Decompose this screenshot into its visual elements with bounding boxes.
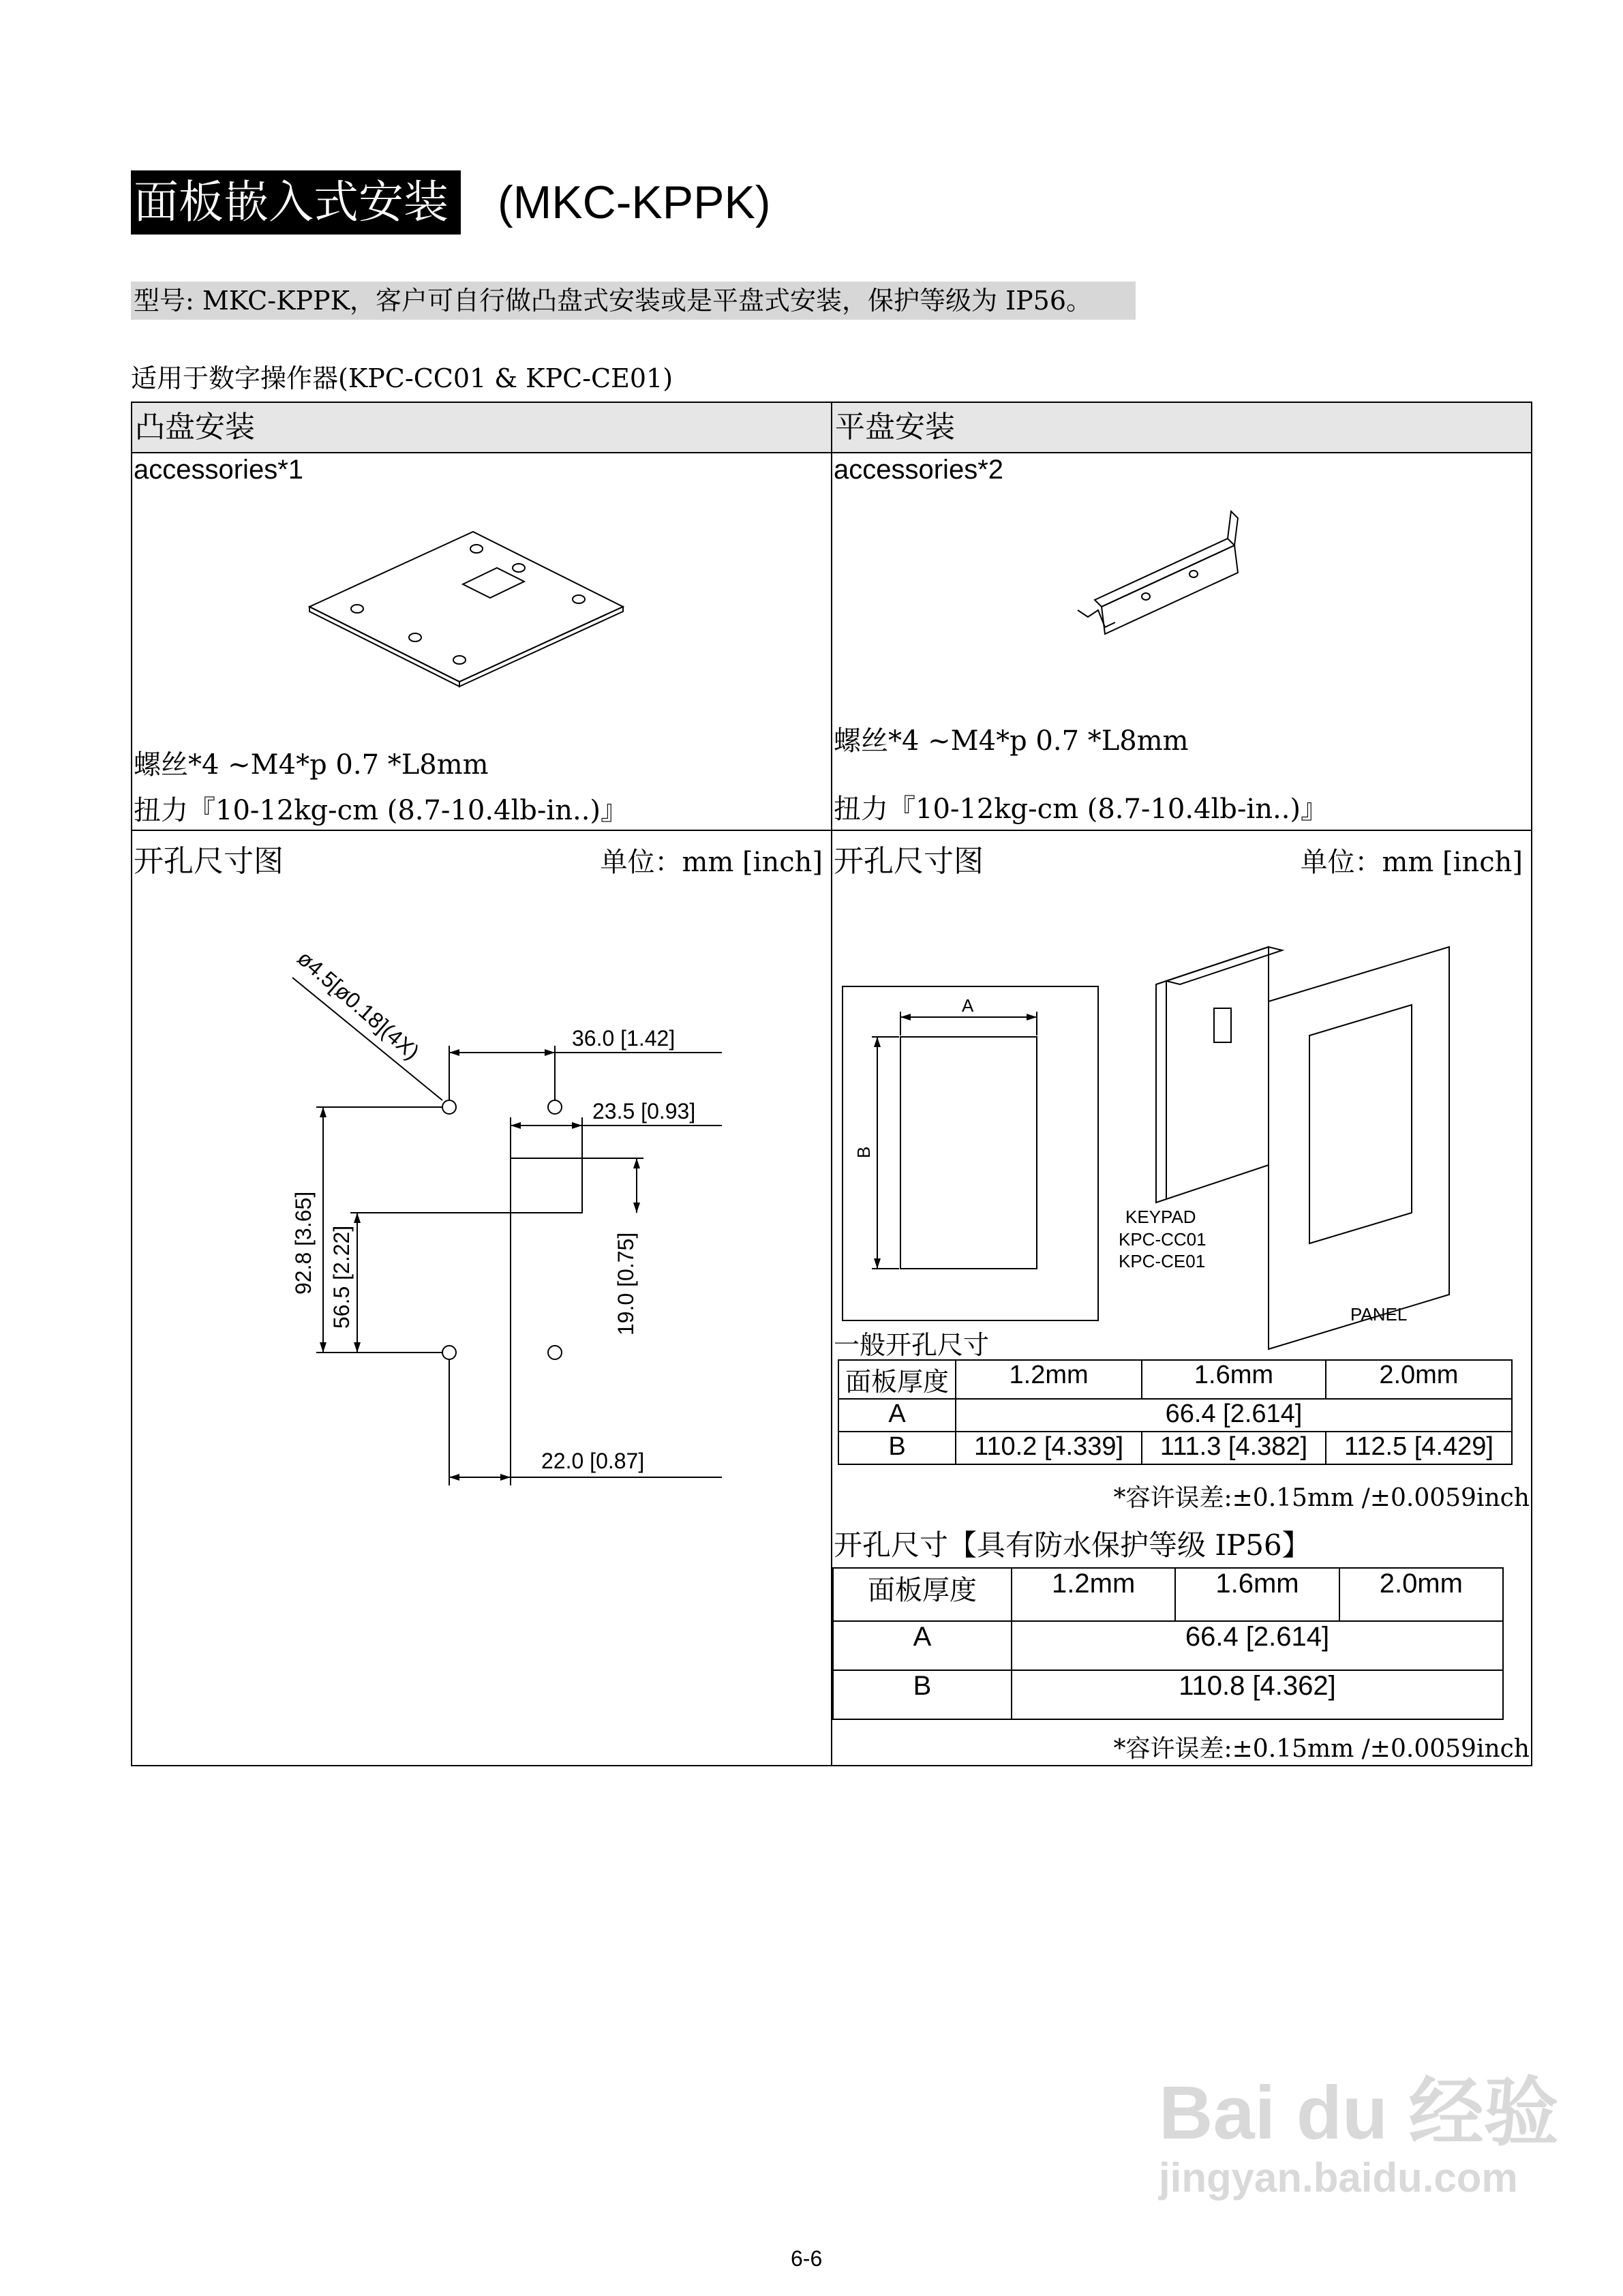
right-accessories-label: accessories*2 <box>834 455 1004 485</box>
right-torque-text: 扭力『10-12kg-cm (8.7-10.4lb-in..)』 <box>834 794 1329 825</box>
flat-cutout-drawing <box>832 872 1532 1325</box>
page-title-code: (MKC-KPPK) <box>498 177 771 228</box>
ip-header-thickness: 面板厚度 <box>833 1568 1012 1621</box>
ip56-cutout-table <box>832 1567 1504 1720</box>
ip-header-20: 2.0mm <box>1339 1568 1503 1621</box>
gt-row-a-value: 66.4 [2.614] <box>956 1399 1512 1432</box>
gt-header-12: 1.2mm <box>956 1360 1142 1399</box>
dim-b-label: B <box>853 1146 874 1158</box>
page-title: 面板嵌入式安装 <box>131 170 461 235</box>
right-header: 平盘安装 <box>832 402 1532 453</box>
left-cutout-title: 开孔尺寸图 <box>134 844 284 879</box>
hole-top-left <box>442 1100 456 1114</box>
cutout-square <box>511 1158 582 1213</box>
dim-56: 56.5 [2.22] <box>329 1225 354 1329</box>
watermark-url: jingyan.baidu.com <box>1159 2155 1518 2201</box>
left-screw-text: 螺丝*4 ~M4*p 0.7 *L8mm <box>134 749 489 781</box>
dim-23: 23.5 [0.93] <box>592 1099 696 1123</box>
baidu-watermark <box>1159 2072 1559 2202</box>
right-accessories-cell <box>832 453 1532 830</box>
left-accessories-cell <box>132 453 832 830</box>
ip-row-b-label: B <box>833 1670 1012 1719</box>
gt-row-a-label: A <box>838 1399 956 1432</box>
ip-header-16: 1.6mm <box>1175 1568 1339 1621</box>
model-description: 型号: MKC-KPPK，客户可自行做凸盘式安装或是平盘式安装，保护等级为 IP56。 <box>131 282 1136 320</box>
gt-header-20: 2.0mm <box>1326 1360 1512 1399</box>
tolerance-note: *容许误差:±0.15mm /±0.0059inch <box>1113 1484 1530 1512</box>
gt-row-b-label: B <box>838 1432 956 1464</box>
hole-bottom-right <box>548 1346 562 1359</box>
kpc-ce01-label: KPC-CE01 <box>1119 1251 1206 1271</box>
dim-a-label: A <box>962 995 974 1016</box>
dim-92: 92.8 [3.65] <box>291 1191 316 1295</box>
bracket-accessory-drawing <box>1064 508 1282 658</box>
left-header: 凸盘安装 <box>132 402 832 453</box>
gt-header-thickness: 面板厚度 <box>838 1360 956 1399</box>
left-accessories-label: accessories*1 <box>134 455 304 485</box>
plate-accessory-drawing <box>269 494 759 699</box>
right-cutout-title: 开孔尺寸图 <box>834 844 984 879</box>
page-number: 6-6 <box>791 2246 823 2271</box>
applies-to-text: 适用于数字操作器(KPC-CC01 & KPC-CE01) <box>131 363 673 393</box>
dim-19: 19.0 [0.75] <box>613 1232 638 1335</box>
dim-hole: ø4.5[ø0.18](4X) <box>292 946 425 1065</box>
tolerance-note-2: *容许误差:±0.15mm /±0.0059inch <box>1113 1735 1530 1763</box>
general-cutout-title: 一般开孔尺寸 <box>834 1330 990 1360</box>
keypad-label: KEYPAD <box>1125 1207 1196 1227</box>
general-cutout-table <box>838 1359 1513 1465</box>
gt-row-b-20: 112.5 [4.429] <box>1326 1432 1512 1464</box>
kpc-cc01-label: KPC-CC01 <box>1119 1229 1207 1250</box>
right-screw-text: 螺丝*4 ~M4*p 0.7 *L8mm <box>834 725 1189 757</box>
ip-row-a-value: 66.4 [2.614] <box>1012 1621 1503 1670</box>
watermark-brand: Bai du 经验 <box>1159 2071 1559 2155</box>
ip-row-a-label: A <box>833 1621 1012 1670</box>
panel-label: PANEL <box>1350 1304 1408 1325</box>
right-unit-label: 单位：mm [inch] <box>1300 847 1523 878</box>
hole-top-right <box>548 1100 562 1114</box>
left-torque-text: 扭力『10-12kg-cm (8.7-10.4lb-in..)』 <box>134 795 628 826</box>
right-cutout-cell <box>832 830 1532 1766</box>
gt-row-b-12: 110.2 [4.339] <box>956 1432 1142 1464</box>
ip56-cutout-title: 开孔尺寸【具有防水保护等级 IP56】 <box>834 1528 1311 1562</box>
installation-table <box>131 402 1532 1766</box>
gt-row-b-16: 111.3 [4.382] <box>1142 1432 1326 1464</box>
ip-row-b-value: 110.8 [4.362] <box>1012 1670 1503 1719</box>
left-unit-label: 单位：mm [inch] <box>600 847 823 878</box>
hole-bottom-left <box>442 1346 456 1359</box>
convex-cutout-drawing <box>132 872 832 1485</box>
dim-22: 22.0 [0.87] <box>541 1449 645 1473</box>
dim-36: 36.0 [1.42] <box>572 1026 676 1051</box>
ip-header-12: 1.2mm <box>1012 1568 1175 1621</box>
left-cutout-cell <box>132 830 832 1766</box>
gt-header-16: 1.6mm <box>1142 1360 1326 1399</box>
cutout-opening <box>900 1037 1037 1269</box>
